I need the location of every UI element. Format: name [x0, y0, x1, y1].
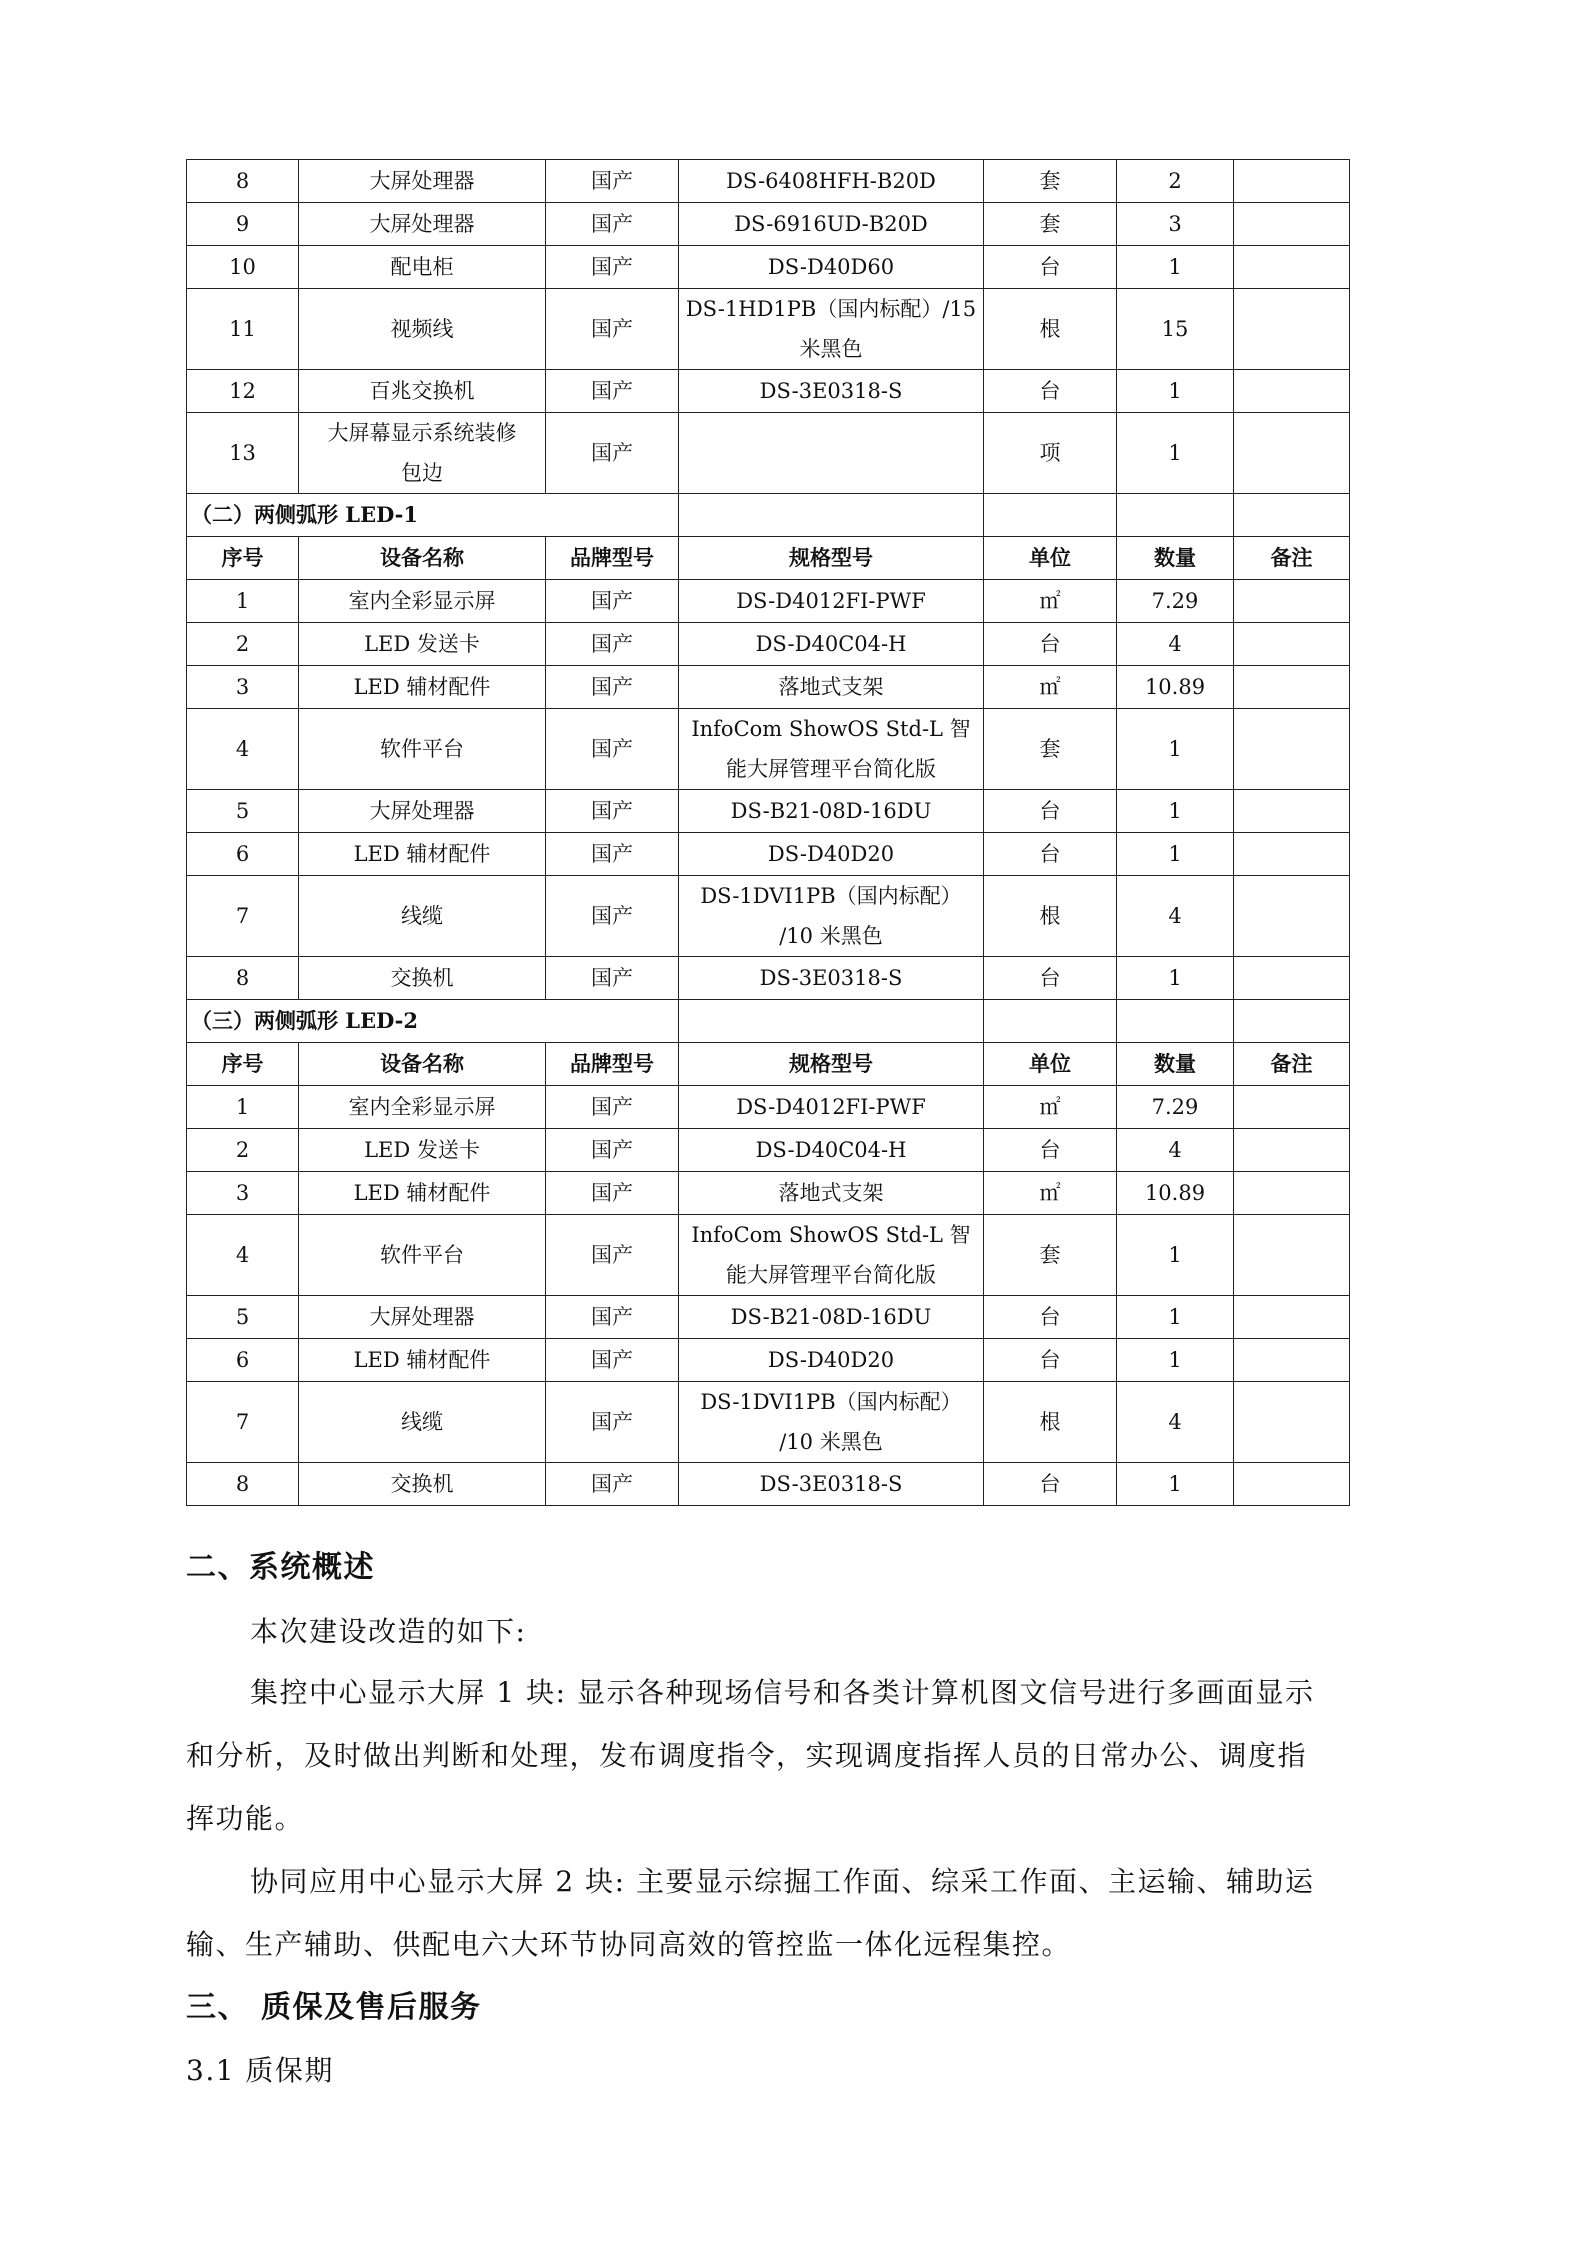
- cell-line: DS-6408HFH-B20D: [726, 169, 936, 193]
- cell-qty: 7.29: [1117, 1086, 1234, 1129]
- cell-unit: 根: [984, 1382, 1117, 1463]
- cell-unit: 根: [984, 876, 1117, 957]
- cell-line: LED 发送卡: [364, 1138, 480, 1162]
- empty-cell: [1234, 494, 1350, 537]
- cell-brand: 国产: [546, 160, 679, 203]
- table-row: [187, 1086, 1350, 1129]
- cell-qty: 2: [1117, 160, 1234, 203]
- overview-intro: 本次建设改造的如下:: [250, 1615, 527, 1648]
- column-header: 规格型号: [679, 1043, 984, 1086]
- column-header: 单位: [984, 1043, 1117, 1086]
- cell-no: 7: [187, 1382, 299, 1463]
- section-title-row: [187, 494, 1350, 537]
- cell-device-name: [299, 203, 546, 246]
- cell-line: 大屏幕显示系统装修: [327, 421, 517, 445]
- table-row: [187, 1339, 1350, 1382]
- cell-device-name: [299, 160, 546, 203]
- cell-qty: 15: [1117, 289, 1234, 370]
- column-header: 数量: [1117, 537, 1234, 580]
- cell-no: 3: [187, 666, 299, 709]
- cell-unit: 台: [984, 1296, 1117, 1339]
- cell-line: 包边: [401, 461, 443, 485]
- cell-qty: 1: [1117, 957, 1234, 1000]
- cell-brand: 国产: [546, 1086, 679, 1129]
- paragraph-line: 输、生产辅助、供配电六大环节协同高效的管控监一体化远程集控。: [186, 1928, 1072, 1961]
- cell-line: InfoCom ShowOS Std-L 智: [691, 717, 971, 741]
- cell-brand: 国产: [546, 370, 679, 413]
- cell-unit: 套: [984, 203, 1117, 246]
- cell-brand: 国产: [546, 1215, 679, 1296]
- cell-no: 10: [187, 246, 299, 289]
- cell-line: 能大屏管理平台简化版: [726, 757, 936, 781]
- column-header: 备注: [1234, 537, 1350, 580]
- cell-no: 8: [187, 160, 299, 203]
- cell-spec: [679, 1172, 984, 1215]
- column-header: 单位: [984, 537, 1117, 580]
- cell-spec: [679, 246, 984, 289]
- cell-line: DS-6916UD-B20D: [734, 212, 928, 236]
- cell-note: [1234, 370, 1350, 413]
- cell-unit: 台: [984, 833, 1117, 876]
- cell-spec: [679, 413, 984, 494]
- cell-spec: [679, 666, 984, 709]
- heading-system-overview: 二、系统概述: [186, 1550, 375, 1585]
- cell-line: LED 辅材配件: [353, 1348, 491, 1372]
- cell-line: 视频线: [390, 317, 454, 341]
- cell-unit: 套: [984, 1215, 1117, 1296]
- column-header: 规格型号: [679, 537, 984, 580]
- cell-unit: 套: [984, 709, 1117, 790]
- cell-brand: 国产: [546, 413, 679, 494]
- cell-no: 3: [187, 1172, 299, 1215]
- cell-line: LED 辅材配件: [353, 842, 491, 866]
- column-header: 品牌型号: [546, 537, 679, 580]
- table-row: [187, 580, 1350, 623]
- cell-no: 6: [187, 1339, 299, 1382]
- cell-unit: ㎡: [984, 580, 1117, 623]
- section-title: （三）两侧弧形 LED-2: [187, 1000, 679, 1043]
- cell-line: 室内全彩显示屏: [348, 1095, 496, 1119]
- cell-note: [1234, 666, 1350, 709]
- cell-qty: 10.89: [1117, 666, 1234, 709]
- cell-spec: [679, 1296, 984, 1339]
- cell-unit: 台: [984, 623, 1117, 666]
- table-row: [187, 203, 1350, 246]
- cell-spec: [679, 289, 984, 370]
- cell-qty: 4: [1117, 1382, 1234, 1463]
- cell-device-name: [299, 1129, 546, 1172]
- cell-unit: 台: [984, 1129, 1117, 1172]
- cell-spec: [679, 160, 984, 203]
- cell-line: DS-D4012FI-PWF: [736, 589, 926, 613]
- cell-line: LED 辅材配件: [353, 675, 491, 699]
- paragraph-line: 和分析，及时做出判断和处理，发布调度指令，实现调度指挥人员的日常办公、调度指: [186, 1739, 1308, 1772]
- cell-spec: [679, 1339, 984, 1382]
- table-row: [187, 246, 1350, 289]
- cell-note: [1234, 957, 1350, 1000]
- cell-note: [1234, 1215, 1350, 1296]
- cell-no: 6: [187, 833, 299, 876]
- cell-qty: 7.29: [1117, 580, 1234, 623]
- cell-qty: 1: [1117, 1339, 1234, 1382]
- cell-line: LED 辅材配件: [353, 1181, 491, 1205]
- cell-brand: 国产: [546, 289, 679, 370]
- cell-device-name: [299, 289, 546, 370]
- table-row: [187, 1382, 1350, 1463]
- table-row: [187, 709, 1350, 790]
- cell-no: 1: [187, 1086, 299, 1129]
- cell-no: 7: [187, 876, 299, 957]
- column-header: 数量: [1117, 1043, 1234, 1086]
- cell-line: 线缆: [401, 904, 443, 928]
- cell-line: DS-B21-08D-16DU: [730, 799, 932, 823]
- paragraph-line: 集控中心显示大屏 1 块: 显示各种现场信号和各类计算机图文信号进行多画面显示: [250, 1676, 1315, 1709]
- empty-cell: [1117, 494, 1234, 537]
- table-row: [187, 957, 1350, 1000]
- cell-brand: 国产: [546, 1382, 679, 1463]
- cell-device-name: [299, 580, 546, 623]
- cell-note: [1234, 1129, 1350, 1172]
- cell-unit: 台: [984, 957, 1117, 1000]
- cell-line: LED 发送卡: [364, 632, 480, 656]
- cell-spec: [679, 790, 984, 833]
- column-header: 设备名称: [299, 537, 546, 580]
- cell-note: [1234, 790, 1350, 833]
- paragraph-line: 协同应用中心显示大屏 2 块: 主要显示综掘工作面、综采工作面、主运输、辅助运: [250, 1865, 1315, 1898]
- cell-qty: 1: [1117, 413, 1234, 494]
- cell-note: [1234, 1463, 1350, 1506]
- table-row: [187, 1463, 1350, 1506]
- cell-note: [1234, 203, 1350, 246]
- cell-qty: 1: [1117, 1463, 1234, 1506]
- table-row: [187, 1172, 1350, 1215]
- cell-qty: 1: [1117, 370, 1234, 413]
- section-title: （二）两侧弧形 LED-1: [187, 494, 679, 537]
- cell-note: [1234, 1172, 1350, 1215]
- cell-brand: 国产: [546, 246, 679, 289]
- cell-brand: 国产: [546, 580, 679, 623]
- warranty-period-subheading: 3.1 质保期: [186, 2054, 334, 2087]
- paragraph-line: 挥功能。: [186, 1802, 305, 1835]
- cell-qty: 1: [1117, 1296, 1234, 1339]
- cell-unit: 台: [984, 246, 1117, 289]
- cell-line: 软件平台: [380, 737, 464, 761]
- cell-unit: 台: [984, 790, 1117, 833]
- cell-no: 12: [187, 370, 299, 413]
- cell-brand: 国产: [546, 203, 679, 246]
- column-header: 设备名称: [299, 1043, 546, 1086]
- cell-device-name: [299, 623, 546, 666]
- cell-no: 8: [187, 957, 299, 1000]
- cell-device-name: [299, 1463, 546, 1506]
- cell-line: 大屏处理器: [369, 799, 475, 823]
- cell-line: DS-D40D20: [767, 842, 895, 866]
- table-row: [187, 1215, 1350, 1296]
- cell-spec: [679, 1086, 984, 1129]
- cell-spec: [679, 370, 984, 413]
- cell-qty: 1: [1117, 709, 1234, 790]
- cell-no: 5: [187, 1296, 299, 1339]
- table-header-row: [187, 1043, 1350, 1086]
- cell-spec: [679, 580, 984, 623]
- cell-spec: [679, 709, 984, 790]
- cell-unit: 根: [984, 289, 1117, 370]
- cell-line: 室内全彩显示屏: [348, 589, 496, 613]
- cell-device-name: [299, 370, 546, 413]
- cell-brand: 国产: [546, 1296, 679, 1339]
- cell-qty: 1: [1117, 790, 1234, 833]
- table-row: [187, 790, 1350, 833]
- cell-line: 大屏处理器: [369, 169, 475, 193]
- heading-warranty: 三、 质保及售后服务: [186, 1990, 482, 2025]
- cell-spec: [679, 957, 984, 1000]
- cell-note: [1234, 1382, 1350, 1463]
- cell-qty: 4: [1117, 876, 1234, 957]
- cell-no: 4: [187, 1215, 299, 1296]
- cell-line: 软件平台: [380, 1243, 464, 1267]
- empty-cell: [679, 1000, 984, 1043]
- cell-brand: 国产: [546, 1129, 679, 1172]
- cell-line: DS-D40C04-H: [755, 1138, 907, 1162]
- cell-line: 米黑色: [799, 337, 863, 361]
- cell-device-name: [299, 666, 546, 709]
- table-row: [187, 1296, 1350, 1339]
- empty-cell: [984, 1000, 1117, 1043]
- cell-line: DS-B21-08D-16DU: [730, 1305, 932, 1329]
- cell-line: 落地式支架: [778, 1181, 884, 1205]
- cell-note: [1234, 289, 1350, 370]
- cell-unit: 项: [984, 413, 1117, 494]
- table-row: [187, 160, 1350, 203]
- cell-no: 13: [187, 413, 299, 494]
- cell-line: DS-D4012FI-PWF: [736, 1095, 926, 1119]
- cell-note: [1234, 160, 1350, 203]
- table-row: [187, 833, 1350, 876]
- cell-line: 落地式支架: [778, 675, 884, 699]
- table-row: [187, 1129, 1350, 1172]
- cell-line: 线缆: [401, 1410, 443, 1434]
- cell-brand: 国产: [546, 1172, 679, 1215]
- empty-cell: [1117, 1000, 1234, 1043]
- cell-device-name: [299, 709, 546, 790]
- cell-device-name: [299, 833, 546, 876]
- cell-spec: [679, 1129, 984, 1172]
- column-header: 序号: [187, 1043, 299, 1086]
- cell-qty: 4: [1117, 1129, 1234, 1172]
- cell-device-name: [299, 876, 546, 957]
- table-row: [187, 413, 1350, 494]
- cell-line: DS-1HD1PB（国内标配）/15: [685, 297, 977, 321]
- cell-line: InfoCom ShowOS Std-L 智: [691, 1223, 971, 1247]
- cell-brand: 国产: [546, 623, 679, 666]
- cell-spec: [679, 1463, 984, 1506]
- cell-unit: ㎡: [984, 1172, 1117, 1215]
- cell-brand: 国产: [546, 833, 679, 876]
- cell-note: [1234, 623, 1350, 666]
- cell-line: 大屏处理器: [369, 1305, 475, 1329]
- cell-line: 交换机: [390, 966, 454, 990]
- cell-device-name: [299, 246, 546, 289]
- cell-line: DS-1DVI1PB（国内标配）: [700, 1390, 962, 1414]
- cell-unit: ㎡: [984, 666, 1117, 709]
- empty-cell: [1234, 1000, 1350, 1043]
- table-row: [187, 666, 1350, 709]
- cell-line: /10 米黑色: [779, 924, 883, 948]
- cell-unit: 台: [984, 370, 1117, 413]
- cell-line: 百兆交换机: [369, 379, 475, 403]
- cell-line: DS-3E0318-S: [759, 379, 903, 403]
- cell-no: 2: [187, 623, 299, 666]
- cell-device-name: [299, 1172, 546, 1215]
- cell-unit: ㎡: [984, 1086, 1117, 1129]
- equipment-table: [186, 159, 1350, 1506]
- cell-note: [1234, 1296, 1350, 1339]
- cell-note: [1234, 709, 1350, 790]
- cell-spec: [679, 623, 984, 666]
- cell-qty: 3: [1117, 203, 1234, 246]
- cell-brand: 国产: [546, 876, 679, 957]
- empty-cell: [679, 494, 984, 537]
- cell-spec: [679, 1382, 984, 1463]
- cell-note: [1234, 876, 1350, 957]
- cell-qty: 1: [1117, 833, 1234, 876]
- cell-line: 配电柜: [390, 255, 454, 279]
- cell-spec: [679, 203, 984, 246]
- cell-no: 11: [187, 289, 299, 370]
- cell-brand: 国产: [546, 666, 679, 709]
- cell-line: DS-3E0318-S: [759, 966, 903, 990]
- cell-device-name: [299, 1086, 546, 1129]
- empty-cell: [984, 494, 1117, 537]
- cell-line: DS-3E0318-S: [759, 1472, 903, 1496]
- cell-device-name: [299, 790, 546, 833]
- cell-unit: 台: [984, 1339, 1117, 1382]
- cell-spec: [679, 1215, 984, 1296]
- cell-line: 交换机: [390, 1472, 454, 1496]
- cell-unit: 台: [984, 1463, 1117, 1506]
- cell-line: DS-D40D60: [767, 255, 895, 279]
- cell-line: 能大屏管理平台简化版: [726, 1263, 936, 1287]
- cell-device-name: [299, 1339, 546, 1382]
- cell-note: [1234, 580, 1350, 623]
- cell-brand: 国产: [546, 1339, 679, 1382]
- cell-no: 8: [187, 1463, 299, 1506]
- table-row: [187, 623, 1350, 666]
- cell-device-name: [299, 1382, 546, 1463]
- cell-no: 1: [187, 580, 299, 623]
- cell-note: [1234, 246, 1350, 289]
- column-header: 备注: [1234, 1043, 1350, 1086]
- cell-no: 2: [187, 1129, 299, 1172]
- cell-brand: 国产: [546, 957, 679, 1000]
- cell-device-name: [299, 413, 546, 494]
- cell-no: 9: [187, 203, 299, 246]
- column-header: 序号: [187, 537, 299, 580]
- table-row: [187, 876, 1350, 957]
- cell-line: DS-D40C04-H: [755, 632, 907, 656]
- cell-device-name: [299, 1296, 546, 1339]
- cell-line: 大屏处理器: [369, 212, 475, 236]
- table-header-row: [187, 537, 1350, 580]
- cell-device-name: [299, 957, 546, 1000]
- cell-no: 4: [187, 709, 299, 790]
- cell-note: [1234, 833, 1350, 876]
- cell-unit: 套: [984, 160, 1117, 203]
- cell-note: [1234, 413, 1350, 494]
- cell-qty: 1: [1117, 246, 1234, 289]
- cell-note: [1234, 1339, 1350, 1382]
- cell-brand: 国产: [546, 1463, 679, 1506]
- table-row: [187, 370, 1350, 413]
- column-header: 品牌型号: [546, 1043, 679, 1086]
- cell-spec: [679, 833, 984, 876]
- cell-qty: 10.89: [1117, 1172, 1234, 1215]
- cell-note: [1234, 1086, 1350, 1129]
- cell-device-name: [299, 1215, 546, 1296]
- cell-qty: 4: [1117, 623, 1234, 666]
- table-row: [187, 289, 1350, 370]
- section-title-row: [187, 1000, 1350, 1043]
- cell-no: 5: [187, 790, 299, 833]
- cell-brand: 国产: [546, 790, 679, 833]
- cell-line: DS-D40D20: [767, 1348, 895, 1372]
- cell-brand: 国产: [546, 709, 679, 790]
- cell-line: /10 米黑色: [779, 1430, 883, 1454]
- cell-qty: 1: [1117, 1215, 1234, 1296]
- cell-spec: [679, 876, 984, 957]
- cell-line: DS-1DVI1PB（国内标配）: [700, 884, 962, 908]
